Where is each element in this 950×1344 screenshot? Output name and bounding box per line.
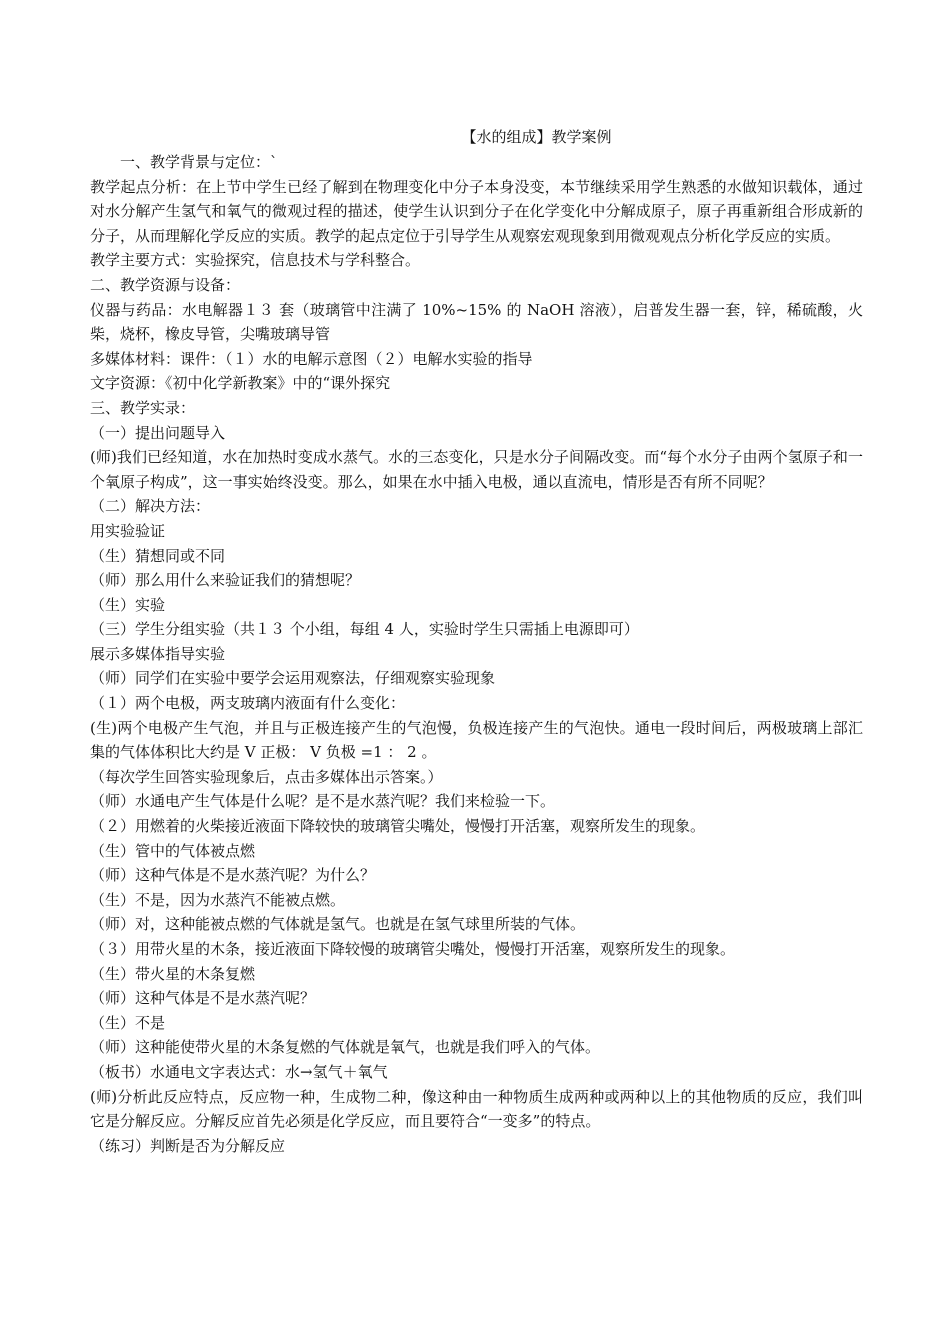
paragraph-student-observation: (生)两个电极产生气泡，并且与正极连接产生的气泡慢，负极连接产生的气泡快。通电一段时间后，两极玻璃上部汇集的气体体积比大约是 V 正极： V 负极 =1 ： 2 。 [90,718,863,762]
dialogue-line: （师）水通电产生气体是什么呢？是不是水蒸汽呢？我们来检验一下。 [90,792,556,811]
text-verify: 用实验验证 [90,521,166,540]
dialogue-line: （生）实验 [90,595,166,614]
dialogue-line: （生）不是 [90,1013,166,1032]
section-heading-record: 三、教学实录： [90,398,196,417]
step-line: （３）用带火星的木条，接近液面下降较慢的玻璃管尖嘴处，慢慢打开活塞，观察所发生的现象。 [90,940,736,958]
dialogue-line: （生）不是，因为水蒸汽不能被点燃。 [90,890,346,909]
section-heading-resources: 二、教学资源与设备： [90,275,241,294]
note-line: （每次学生回答实验现象后，点击多媒体出示答案。） [90,767,443,786]
text-literature: 文字资源：《初中化学新教案》中的“课外探究 [90,374,391,393]
paragraph-equipment: 仪器与药品：水电解器１３ 套（玻璃管中注满了 10%~15% 的 NaOH 溶液），启普发生器一套，锌，稀硫酸，火柴，烧杯，橡皮导管，尖嘴玻璃导管 [90,300,863,344]
dialogue-line: （师）这种气体是不是水蒸汽呢？ [90,989,316,1008]
text-multimedia: 多媒体材料：课件：（１）水的电解示意图（２）电解水实验的指导 [90,349,533,368]
text-teaching-method: 教学主要方式：实验探究，信息技术与学科整合。 [90,251,421,270]
dialogue-line: （师）对，这种能被点燃的气体就是氢气。也就是在氢气球里所装的气体。 [90,915,586,934]
step-line: （２）用燃着的火柴接近液面下降较快的玻璃管尖嘴处，慢慢打开活塞，观察所发生的现象。 [90,817,706,836]
subheading-solution: （二）解决方法： [90,497,211,516]
document-page [90,124,863,1158]
board-line: （板书）水通电文字表达式：水→氢气＋氧气 [90,1062,388,1081]
dialogue-line: （生）带火星的木条复燃 [90,964,256,983]
text-show-multimedia: 展示多媒体指导实验 [90,644,226,663]
dialogue-line: （生）管中的气体被点燃 [90,841,256,860]
paragraph-starting-point: 教学起点分析：在上节中学生已经了解到在物理变化中分子本身没变，本节继续采用学生熟悉的水做知识载体，通过对水分解产生氢气和氧气的微观过程的描述，使学生认识到分子在化学变化中分解成原子，原子再重新组合形成新的分子，从而理解化学反应的实质。教学的起点定位于引导学生从观察宏观现象到用微观观点分析化学反应的实质。 [90,177,863,245]
paragraph-teacher-intro: (师)我们已经知道，水在加热时变成水蒸气。水的三态变化，只是水分子间隔改变。而“每个水分子由两个氢原子和一个氧原子构成”，这一事实始终没变。那么，如果在水中插入电极，通以直流电，情形是否有所不同呢？ [90,448,863,491]
dialogue-line: （师）这种气体是不是水蒸汽呢？为什么？ [90,866,376,885]
subheading-question: （一）提出问题导入 [90,423,226,442]
dialogue-line: （师）同学们在实验中要学会运用观察法，仔细观察实验现象 [90,669,496,688]
exercise-line: （练习）判断是否为分解反应 [90,1136,286,1155]
step-line: （１）两个电极，两支玻璃内液面有什么变化： [90,694,406,713]
section-heading-background: 一、教学背景与定位：` [120,153,278,171]
dialogue-line: （师）这种能使带火星的木条复燃的气体就是氧气，也就是我们呼入的气体。 [90,1038,601,1057]
paragraph-decomposition: (师)分析此反应特点，反应物一种，生成物二种，像这种由一种物质生成两种或两种以上的其他物质的反应，我们叫它是分解反应。分解反应首先必须是化学反应，而且要符合“一变多”的特点。 [90,1087,863,1131]
dialogue-line: （师）那么用什么来验证我们的猜想呢？ [90,571,361,590]
document-title: 【水的组成】教学案例 [461,128,612,146]
dialogue-line: （生）猜想同或不同 [90,546,226,565]
subheading-group-experiment: （三）学生分组实验（共１３ 个小组，每组 4 人，实验时学生只需插上电源即可） [90,620,639,639]
